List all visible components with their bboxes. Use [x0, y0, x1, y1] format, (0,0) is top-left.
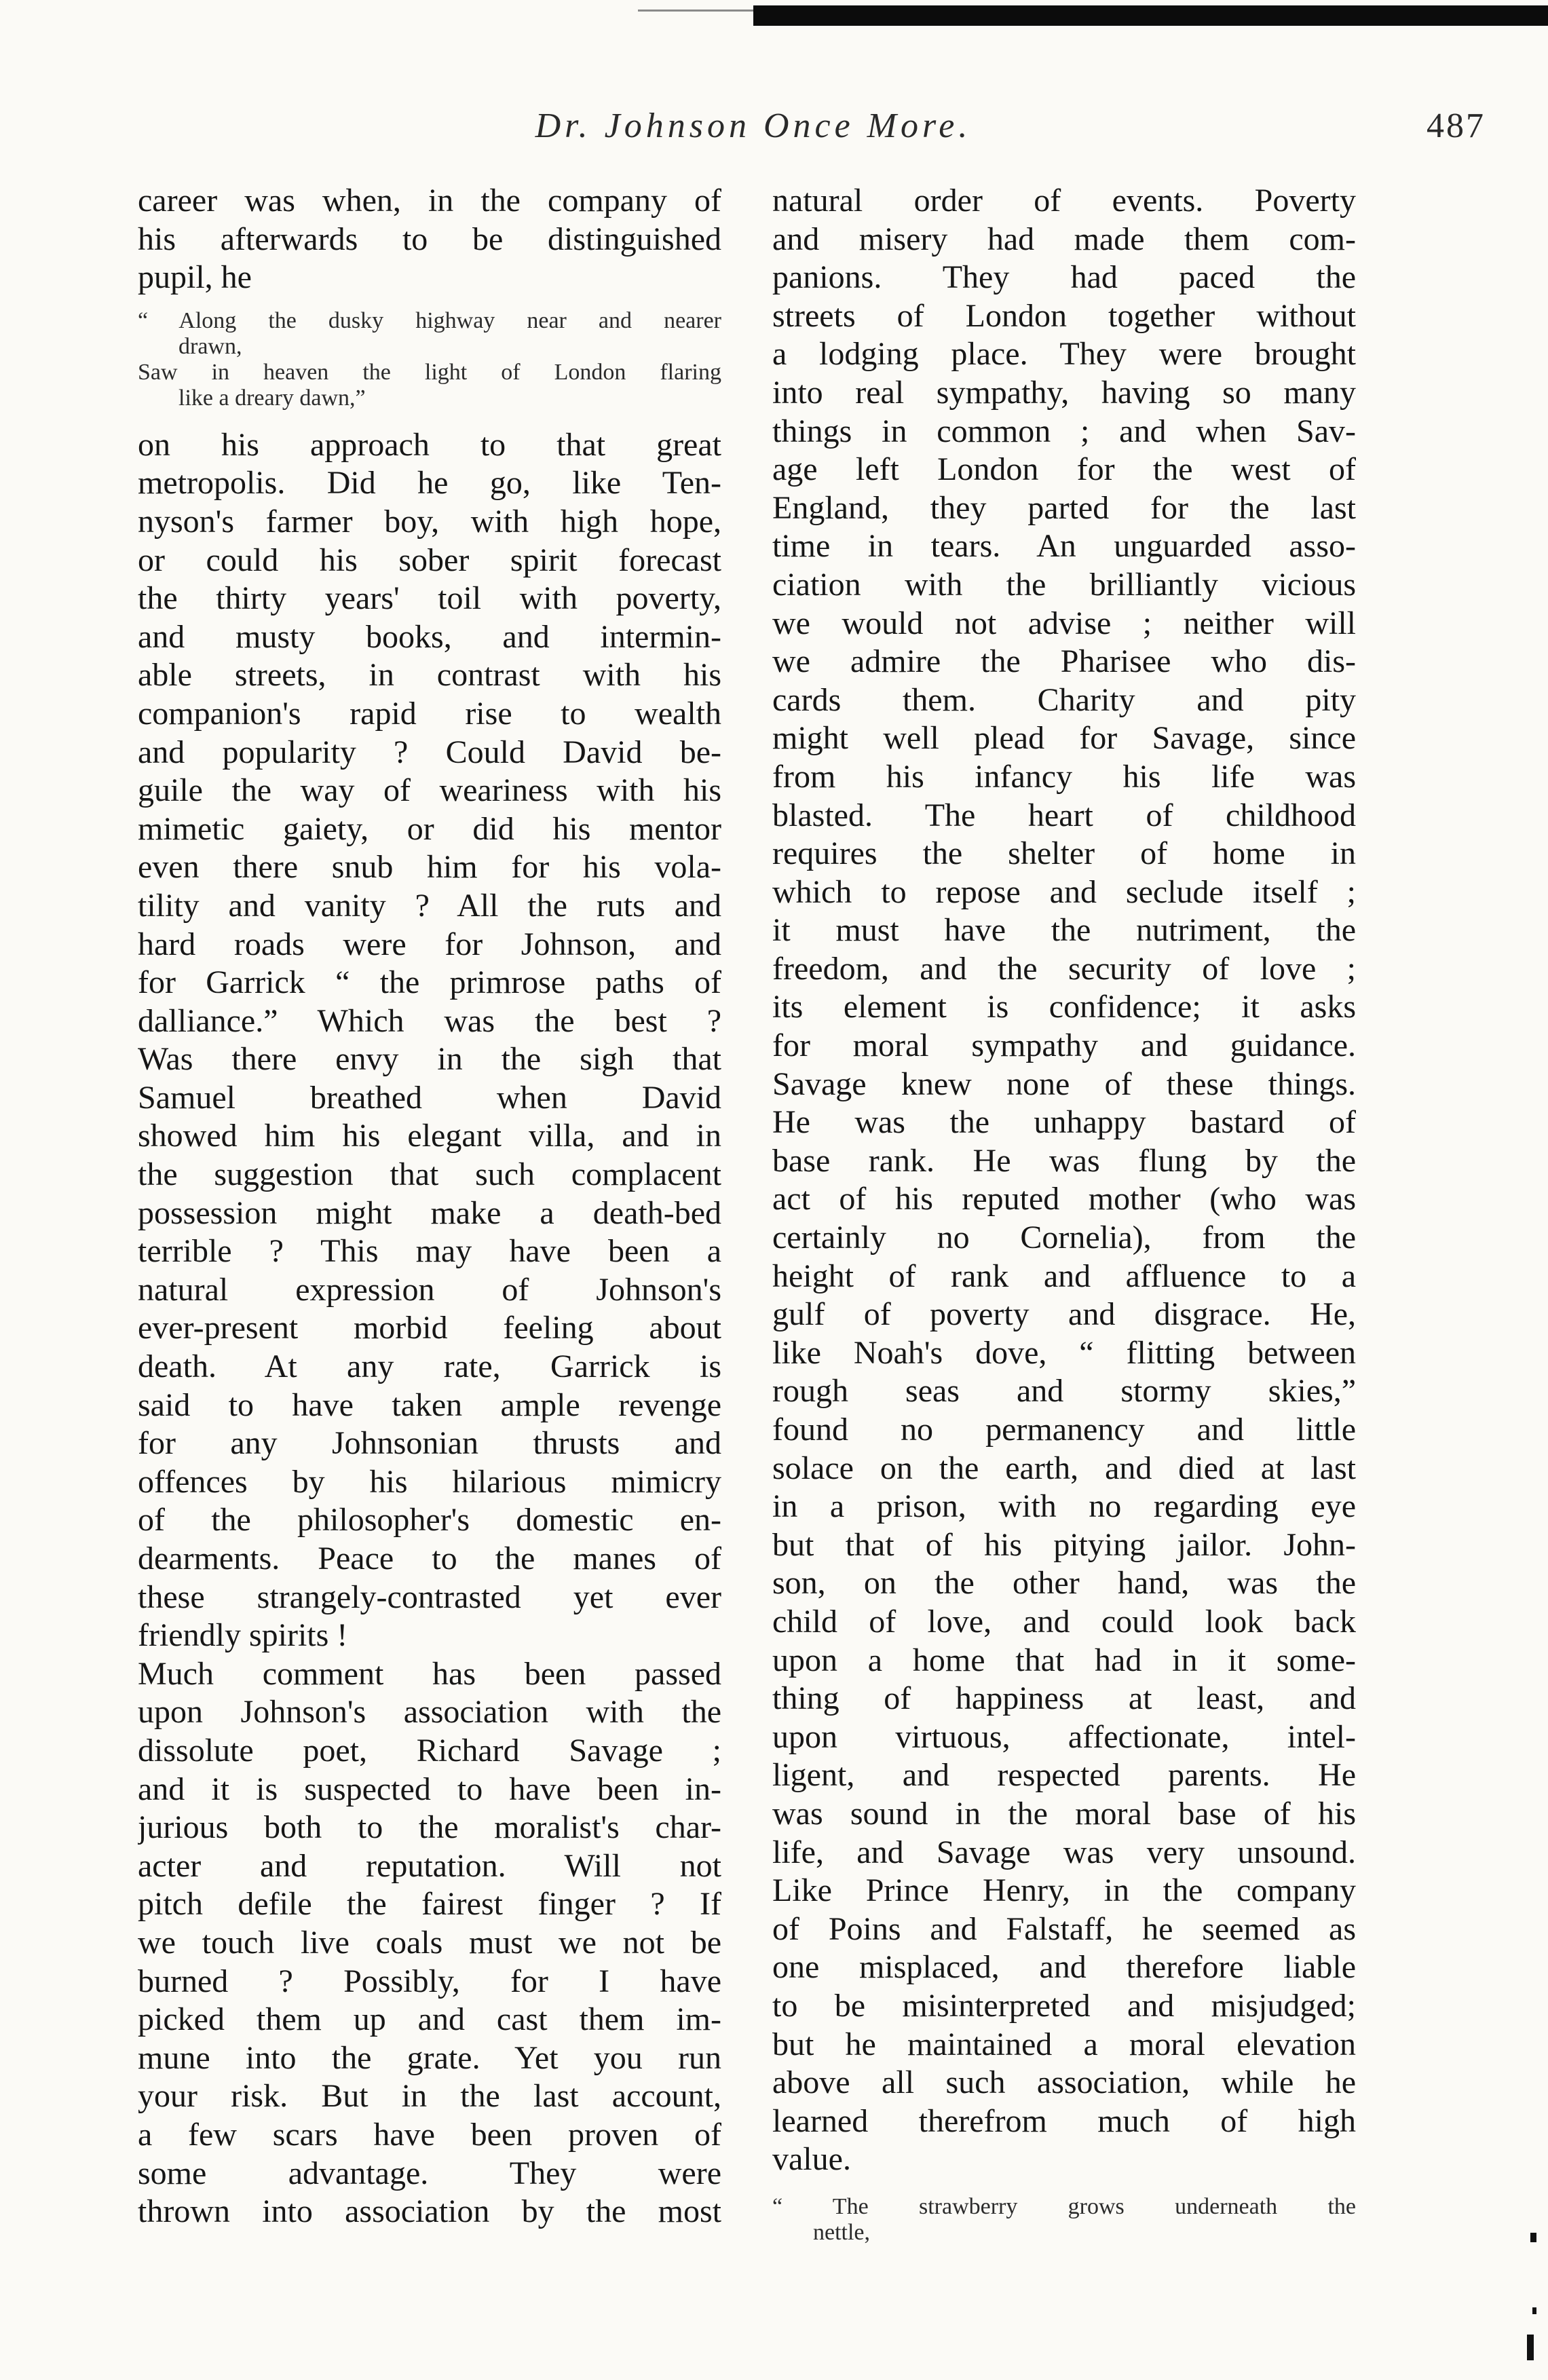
verse-line: Saw in heaven the light of London flaring — [138, 359, 721, 385]
text-line: these strangely-contrasted yet ever — [138, 1579, 721, 1615]
text-line: dalliance.” Which was the best ? — [138, 1002, 721, 1039]
text-line: one misplaced, and therefore liable — [772, 1949, 1356, 1986]
text-line: nyson's farmer boy, with high hope, — [138, 503, 721, 540]
text-line: burned ? Possibly, for I have — [138, 1963, 721, 1999]
text-line: mune into the grate. Yet you run — [138, 2039, 721, 2076]
text-line: rough seas and stormy skies,” — [772, 1373, 1356, 1410]
text-line: the suggestion that such complacent — [138, 1156, 721, 1193]
text-line: ever-present morbid feeling about — [138, 1310, 721, 1346]
text-line: a lodging place. They were brought — [772, 336, 1356, 373]
text-line: natural order of events. Poverty — [772, 183, 1356, 219]
text-line: to be misinterpreted and misjudged; — [772, 1987, 1356, 2024]
verse-line: drawn, — [178, 333, 242, 359]
text-line: things in common ; and when Sav- — [772, 413, 1356, 449]
text-line: career was when, in the company of — [138, 183, 721, 219]
margin-speck — [1532, 2307, 1536, 2314]
text-line: and misery had made them com- — [772, 221, 1356, 257]
text-line: his afterwards to be distinguished — [138, 221, 721, 257]
text-line: found no permanency and little — [772, 1412, 1356, 1448]
text-line: its element is confidence; it asks — [772, 989, 1356, 1025]
text-line: pupil, he — [138, 259, 252, 296]
text-line: dissolute poet, Richard Savage ; — [138, 1732, 721, 1769]
text-line: cards them. Charity and pity — [772, 681, 1356, 718]
text-line: son, on the other hand, was the — [772, 1565, 1356, 1602]
text-line: learned therefrom much of high — [772, 2102, 1356, 2139]
text-line: upon a home that had in it some- — [772, 1642, 1356, 1678]
text-line: thrown into association by the most — [138, 2193, 721, 2230]
text-line: dearments. Peace to the manes of — [138, 1541, 721, 1576]
left-paragraph-1 — [138, 182, 721, 297]
text-line: pitch defile the fairest finger ? If — [138, 1886, 721, 1923]
text-line: panions. They had paced the — [772, 259, 1356, 296]
left-column — [138, 182, 721, 2231]
text-line: certainly no Cornelia), from the — [772, 1220, 1356, 1256]
left-paragraph-2 — [138, 426, 721, 1655]
text-line: possession might make a death-bed — [138, 1194, 721, 1231]
verse-line: like a dreary dawn,” — [178, 385, 366, 411]
text-line: we would not advise ; neither will — [772, 605, 1356, 641]
text-line: but he maintained a moral elevation — [772, 2026, 1356, 2062]
text-line: natural expression of Johnson's — [138, 1271, 721, 1308]
text-line: on his approach to that great — [138, 426, 721, 463]
text-line: able streets, in contrast with his — [138, 657, 721, 694]
text-line: blasted. The heart of childhood — [772, 797, 1356, 833]
text-line: of Poins and Falstaff, he seemed as — [772, 1910, 1356, 1947]
text-line: metropolis. Did he go, like Ten- — [138, 465, 721, 502]
text-line: we touch live coals must we not be — [138, 1924, 721, 1961]
text-line: the thirty years' toil with poverty, — [138, 580, 721, 617]
text-line: your risk. But in the last account, — [138, 2078, 721, 2115]
text-line: of the philosopher's domestic en- — [138, 1502, 721, 1538]
left-verse-quote — [138, 308, 721, 411]
text-line: guile the way of weariness with his — [138, 772, 721, 809]
text-line: picked them up and cast them im- — [138, 2001, 721, 2038]
verse-line: “ Along the dusky highway near and nearer — [138, 307, 721, 333]
text-line: freedom, and the security of love ; — [772, 950, 1356, 987]
text-line: it must have the nutriment, the — [772, 912, 1356, 949]
text-line: and musty books, and intermin- — [138, 618, 721, 655]
text-line: might well plead for Savage, since — [772, 720, 1356, 757]
text-line: above all such association, while he — [772, 2064, 1356, 2101]
text-line: terrible ? This may have been a — [138, 1233, 721, 1270]
text-line: child of love, and could look back — [772, 1603, 1356, 1640]
text-line: friendly spirits ! — [138, 1617, 348, 1654]
text-line: Samuel breathed when David — [138, 1079, 721, 1116]
text-line: life, and Savage was very unsound. — [772, 1834, 1356, 1870]
right-column — [772, 182, 1356, 2246]
text-line: time in tears. An unguarded asso- — [772, 528, 1356, 565]
text-line: Was there envy in the sigh that — [138, 1041, 721, 1078]
text-line: Much comment has been passed — [138, 1655, 721, 1692]
text-line: ciation with the brilliantly vicious — [772, 566, 1356, 603]
text-line: upon virtuous, affectionate, intel- — [772, 1718, 1356, 1755]
margin-speck — [1527, 2335, 1534, 2360]
page-number: 487 — [1427, 107, 1486, 145]
text-line: He was the unhappy bastard of — [772, 1104, 1356, 1141]
text-line: thing of happiness at least, and — [772, 1680, 1356, 1717]
text-line: offences by his hilarious mimicry — [138, 1463, 721, 1500]
text-line: hard roads were for Johnson, and — [138, 926, 721, 962]
text-line: upon Johnson's association with the — [138, 1694, 721, 1731]
text-line: ligent, and respected parents. He — [772, 1757, 1356, 1794]
text-line: but that of his pitying jailor. John- — [772, 1526, 1356, 1563]
text-line: some advantage. They were — [138, 2155, 721, 2191]
text-line: mimetic gaiety, or did his mentor — [138, 810, 721, 847]
text-line: a few scars have been proven of — [138, 2116, 721, 2153]
verse-line: “ The strawberry grows underneath the — [772, 2193, 1356, 2219]
text-line: age left London for the west of — [772, 451, 1356, 488]
text-line: Like Prince Henry, in the company — [772, 1872, 1356, 1909]
text-line: or could his sober spirit forecast — [138, 542, 721, 578]
text-line: Savage knew none of these things. — [772, 1065, 1356, 1102]
right-verse-quote — [772, 2194, 1356, 2246]
verse-line: nettle, — [813, 2219, 871, 2245]
text-line: showed him his elegant villa, and in — [138, 1118, 721, 1154]
text-line: said to have taken ample revenge — [138, 1386, 721, 1423]
right-paragraph-1 — [772, 182, 1356, 2179]
text-line: for any Johnsonian thrusts and — [138, 1425, 721, 1462]
text-line: streets of London together without — [772, 297, 1356, 334]
text-line: for moral sympathy and guidance. — [772, 1027, 1356, 1064]
text-line: jurious both to the moralist's char- — [138, 1809, 721, 1846]
text-line: and popularity ? Could David be- — [138, 734, 721, 770]
text-line: companion's rapid rise to wealth — [138, 695, 721, 732]
running-head: Dr. Johnson Once More. — [535, 107, 972, 145]
text-line: value. — [772, 2141, 851, 2178]
text-line: act of his reputed mother (who was — [772, 1181, 1356, 1217]
text-line: into real sympathy, having so many — [772, 374, 1356, 411]
text-line: even there snub him for his vola- — [138, 849, 721, 886]
text-line: was sound in the moral base of his — [772, 1795, 1356, 1832]
text-line: height of rank and affluence to a — [772, 1258, 1356, 1294]
text-line: requires the shelter of home in — [772, 835, 1356, 872]
text-line: which to repose and seclude itself ; — [772, 873, 1356, 910]
text-line: from his infancy his life was — [772, 758, 1356, 795]
margin-speck — [1530, 2233, 1536, 2242]
top-bar — [753, 5, 1548, 26]
text-line: base rank. He was flung by the — [772, 1142, 1356, 1179]
left-paragraph-3 — [138, 1655, 721, 2231]
text-line: England, they parted for the last — [772, 489, 1356, 526]
text-line: we admire the Pharisee who dis- — [772, 643, 1356, 680]
text-line: and it is suspected to have been in- — [138, 1771, 721, 1807]
text-line: acter and reputation. Will not — [138, 1847, 721, 1884]
text-line: tility and vanity ? All the ruts and — [138, 887, 721, 924]
text-line: for Garrick “ the primrose paths of — [138, 964, 721, 1001]
text-line: solace on the earth, and died at last — [772, 1450, 1356, 1486]
text-line: gulf of poverty and disgrace. He, — [772, 1296, 1356, 1333]
text-line: death. At any rate, Garrick is — [138, 1348, 721, 1385]
text-line: like Noah's dove, “ flitting between — [772, 1334, 1356, 1371]
text-line: in a prison, with no regarding eye — [772, 1488, 1356, 1525]
